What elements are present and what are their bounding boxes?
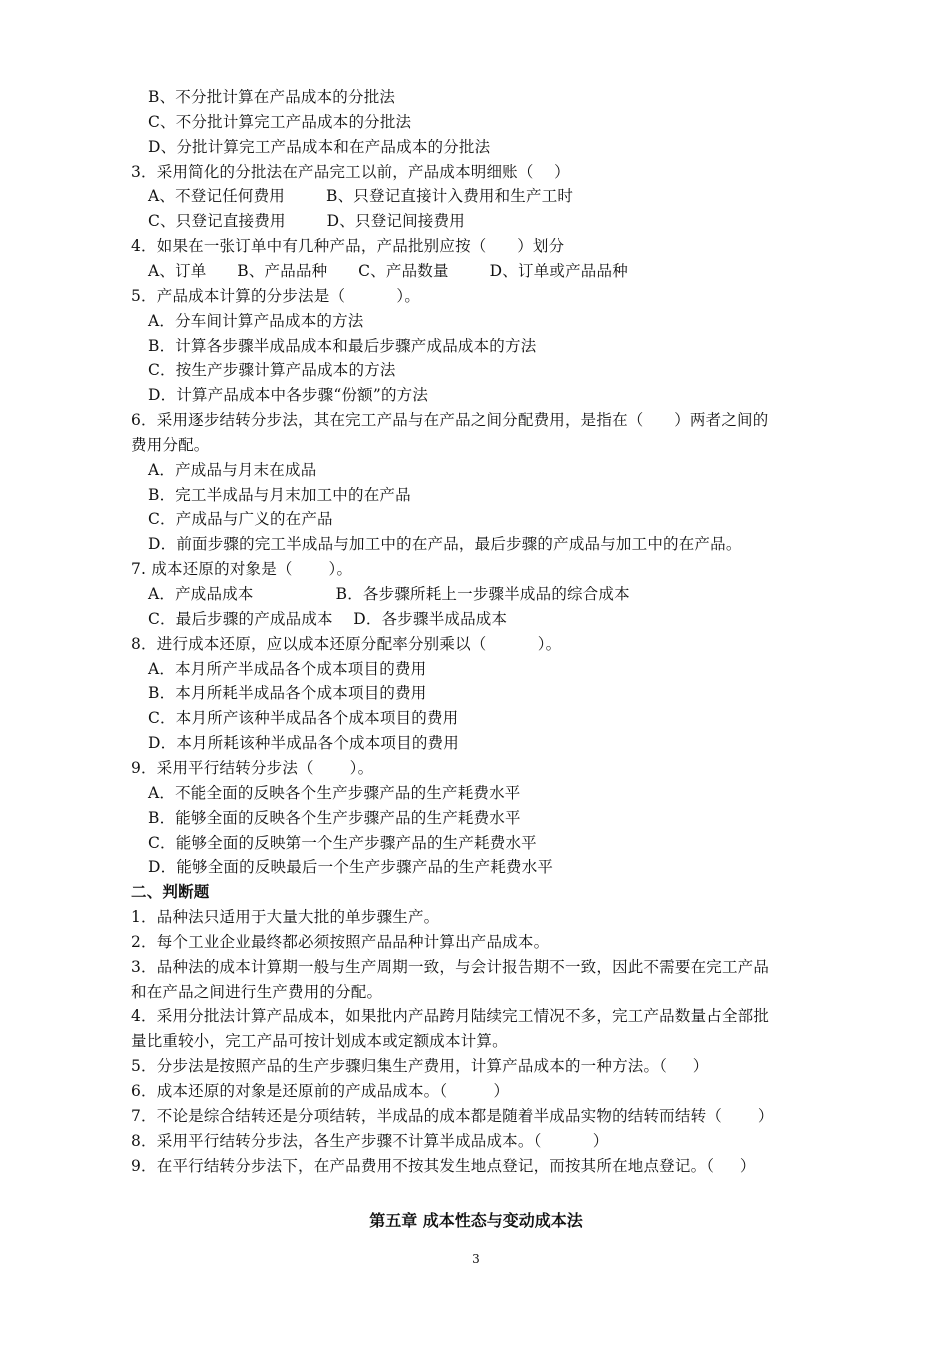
question-line: 3．品种法的成本计算期一般与生产周期一致，与会计报告期不一致，因此不需要在完工产品 [131, 957, 770, 976]
answer-option: C．能够全面的反映第一个生产步骤产品的生产耗费水平 [148, 833, 537, 852]
question-line: 6．成本还原的对象是还原前的产成品成本。（ ） [131, 1082, 510, 1100]
question-line: 7. 成本还原的对象是（ ）。 [131, 560, 353, 579]
answer-option: B、不分批计算在产品成本的分批法 [148, 88, 396, 106]
answer-option: D、分批计算完工产品成本和在产品成本的分批法 [148, 137, 491, 156]
question-line: 费用分配。 [131, 435, 210, 454]
answer-option: C．产成品与广义的在产品 [148, 510, 333, 529]
question-line: 和在产品之间进行生产费用的分配。 [131, 982, 383, 1001]
answer-option: D．前面步骤的完工半成品与加工中的在产品，最后步骤的产成品与加工中的在产品。 [148, 535, 742, 554]
question-line: 1．品种法只适用于大量大批的单步骤生产。 [131, 908, 440, 927]
chapter-title: 第五章 成本性态与变动成本法 [369, 1211, 583, 1230]
answer-option: A．分车间计算产品成本的方法 [148, 311, 364, 330]
question-line: 6．采用逐步结转分步法，其在完工产品与在产品之间分配费用，是指在（ ）两者之间的 [131, 411, 769, 430]
answer-option: A．产成品成本 B．各步骤所耗上一步骤半成品的综合成本 [148, 585, 630, 603]
answer-option: A．本月所产半成品各个成本项目的费用 [148, 659, 427, 678]
answer-option: C、不分批计算完工产品成本的分批法 [148, 112, 412, 131]
answer-option: B．本月所耗半成品各个成本项目的费用 [148, 684, 427, 703]
answer-option: B．完工半成品与月末加工中的在产品 [148, 485, 411, 504]
question-line: 8．进行成本还原，应以成本还原分配率分别乘以（ ）。 [131, 634, 562, 653]
question-line: 7．不论是综合结转还是分项结转，半成品的成本都是随着半成品实物的结转而结转（ ） [131, 1106, 774, 1125]
question-line: 5．分步法是按照产品的生产步骤归集生产费用，计算产品成本的一种方法。（ ） [131, 1057, 709, 1076]
question-line: 4．如果在一张订单中有几种产品，产品批别应按（ ）划分 [131, 237, 565, 256]
answer-option: A．产成品与月末在成品 [148, 460, 317, 479]
question-line: 9．采用平行结转分步法（ ）。 [131, 758, 374, 777]
answer-option: D．本月所耗该种半成品各个成本项目的费用 [148, 734, 459, 753]
answer-option: D．计算产品成本中各步骤“份额”的方法 [148, 386, 429, 405]
answer-option: A、订单 B、产品品种 C、产品数量 D、订单或产品品种 [148, 261, 628, 280]
answer-option: D．能够全面的反映最后一个生产步骤产品的生产耗费水平 [148, 858, 554, 877]
page-number: 3 [472, 1252, 480, 1266]
question-line: 8．采用平行结转分步法，各生产步骤不计算半成品成本。（ ） [131, 1131, 609, 1150]
question-line: 5．产品成本计算的分步法是（ ）。 [131, 286, 421, 305]
answer-option: C．按生产步骤计算产品成本的方法 [148, 361, 396, 380]
section-heading: 二、判断题 [131, 882, 210, 902]
answer-option: A、不登记任何费用 B、只登记直接计入费用和生产工时 [148, 187, 574, 206]
answer-option: B．计算各步骤半成品成本和最后步骤产成品成本的方法 [148, 336, 537, 355]
question-line: 4．采用分批法计算产品成本，如果批内产品跨月陆续完工情况不多，完工产品数量占全部批 [131, 1007, 770, 1026]
question-line: 3．采用简化的分批法在产品完工以前，产品成本明细账（ ） [131, 162, 570, 181]
question-line: 9．在平行结转分步法下，在产品费用不按其发生地点登记，而按其所在地点登记。（ ） [131, 1156, 756, 1175]
question-line: 2．每个工业企业最终都必须按照产品品种计算出产品成本。 [131, 932, 550, 951]
question-line: 量比重较小，完工产品可按计划成本或定额成本计算。 [131, 1032, 508, 1051]
answer-option: C．最后步骤的产成品成本 D．各步骤半成品成本 [148, 609, 508, 628]
answer-option: B．能够全面的反映各个生产步骤产品的生产耗费水平 [148, 808, 521, 827]
answer-option: A．不能全面的反映各个生产步骤产品的生产耗费水平 [148, 783, 521, 802]
answer-option: C、只登记直接费用 D、只登记间接费用 [148, 212, 465, 231]
answer-option: C．本月所产该种半成品各个成本项目的费用 [148, 709, 459, 728]
